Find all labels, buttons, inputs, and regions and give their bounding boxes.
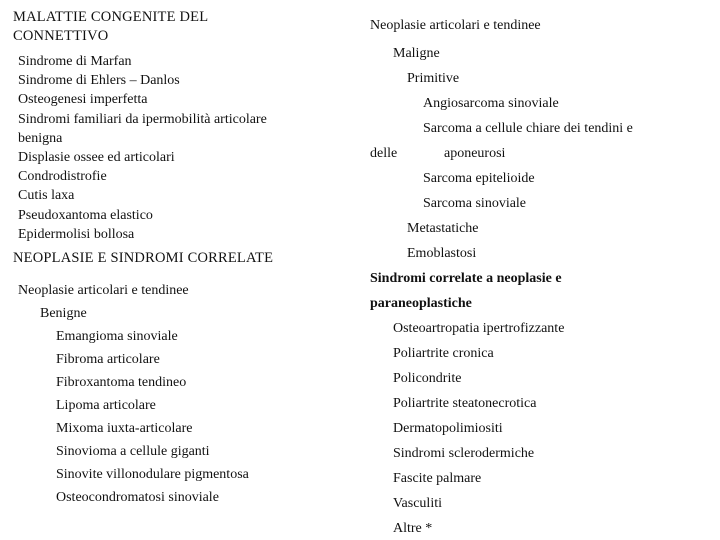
list-item: Sarcoma a cellule chiare dei tendini e	[423, 121, 633, 136]
list-item: Fibroxantoma tendineo	[56, 375, 187, 390]
syndromes-heading-line1: Sindromi correlate a neoplasie e	[370, 271, 562, 286]
list-item: Angiosarcoma sinoviale	[423, 96, 559, 111]
list-item: Sindrome di Marfan	[18, 54, 132, 69]
list-item: Altre *	[393, 521, 433, 536]
congenital-title-line2: CONNETTIVO	[13, 28, 109, 44]
congenital-title-line1: MALATTIE CONGENITE DEL	[13, 9, 209, 25]
list-item: Pseudoxantoma elastico	[18, 208, 153, 223]
list-item: Sindromi sclerodermiche	[393, 446, 535, 461]
list-item: benigna	[18, 131, 63, 146]
neoplasie-heading-left: Neoplasie articolari e tendinee	[18, 283, 189, 298]
list-item: Policondrite	[393, 371, 462, 386]
list-item: Sindrome di Ehlers – Danlos	[18, 73, 180, 88]
list-item: Displasie ossee ed articolari	[18, 150, 175, 165]
primitive-label: Primitive	[407, 71, 460, 86]
list-item: Sindromi familiari da ipermobilità articolare	[18, 112, 267, 127]
maligne-label: Maligne	[393, 46, 440, 61]
list-item: Sarcoma epitelioide	[423, 171, 535, 186]
list-item: Sinovioma a cellule giganti	[56, 444, 210, 459]
list-item: Sarcoma sinoviale	[423, 196, 527, 211]
list-item: Dermatopolimiositi	[393, 421, 503, 436]
list-item-continuation: delle	[370, 146, 398, 161]
list-item: Fibroma articolare	[56, 352, 160, 367]
list-item: Emangioma sinoviale	[56, 329, 178, 344]
list-item: Osteogenesi imperfetta	[18, 92, 148, 107]
emoblastosi-label: Emoblastosi	[407, 246, 477, 261]
list-item: Mixoma iuxta-articolare	[56, 421, 193, 436]
list-item: Lipoma articolare	[56, 398, 156, 413]
benigne-label: Benigne	[40, 306, 87, 321]
metastatiche-label: Metastatiche	[407, 221, 479, 236]
list-item: Poliartrite steatonecrotica	[393, 396, 537, 411]
syndromes-heading-line2: paraneoplastiche	[370, 296, 472, 311]
list-item: Fascite palmare	[393, 471, 482, 486]
list-item: Osteoartropatia ipertrofizzante	[393, 321, 565, 336]
list-item: Epidermolisi bollosa	[18, 227, 135, 242]
neoplasie-section-title: NEOPLASIE E SINDROMI CORRELATE	[13, 250, 274, 266]
list-item: Osteocondromatosi sinoviale	[56, 490, 219, 505]
neoplasie-heading-right: Neoplasie articolari e tendinee	[370, 18, 541, 33]
list-item: Sinovite villonodulare pigmentosa	[56, 467, 249, 482]
list-item-continuation: aponeurosi	[444, 146, 506, 161]
list-item: Poliartrite cronica	[393, 346, 494, 361]
list-item: Condrodistrofie	[18, 169, 107, 184]
list-item: Cutis laxa	[18, 188, 75, 203]
list-item: Vasculiti	[393, 496, 442, 511]
